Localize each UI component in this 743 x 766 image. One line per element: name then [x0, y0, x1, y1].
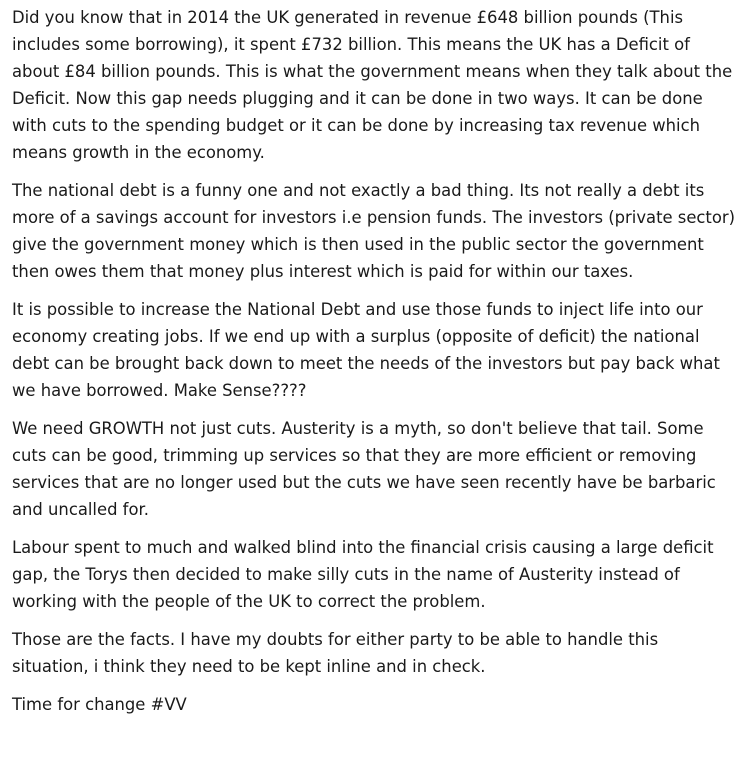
paragraph-growth: We need GROWTH not just cuts. Austerity is a myth, so don't believe that tail. Some cuts can be good, trimming up services so that they are more efficient or removing services that are no longer used but the cuts we have seen recently have be barbaric and uncalled for.	[12, 419, 716, 519]
paragraph-labour-torys: Labour spent to much and walked blind into the financial crisis causing a large deficit gap, the Torys then decided to make silly cuts in the name of Austerity instead of working with the people of the UK to correct the problem.	[12, 538, 714, 611]
paragraph-closing: Time for change #VV	[12, 695, 187, 714]
paragraph-facts: Those are the facts. I have my doubts for either party to be able to handle this situation, i think they need to be kept inline and in check.	[12, 630, 659, 676]
document-body	[12, 4, 736, 718]
paragraph-national-debt: The national debt is a funny one and not exactly a bad thing. Its not really a debt its more of a savings account for investors i.e pension funds. The investors (private sector) give the government money which is then used in the public sector the government then owes them that money plus interest which is paid for within our taxes.	[12, 181, 736, 281]
paragraph-deficit: Did you know that in 2014 the UK generated in revenue £648 billion pounds (This includes some borrowing), it spent £732 billion. This means the UK has a Deficit of about £84 billion pounds. This is what the government means when they talk about the Deficit. Now this gap needs plugging and it can be done in two ways. It can be done with cuts to the spending budget or it can be done by increasing tax revenue which means growth in the economy.	[12, 8, 733, 162]
paragraph-increase-debt: It is possible to increase the National Debt and use those funds to inject life into our economy creating jobs. If we end up with a surplus (opposite of deficit) the national debt can be brought back down to meet the needs of the investors but pay back what we have borrowed. Make Sense????	[12, 300, 720, 400]
